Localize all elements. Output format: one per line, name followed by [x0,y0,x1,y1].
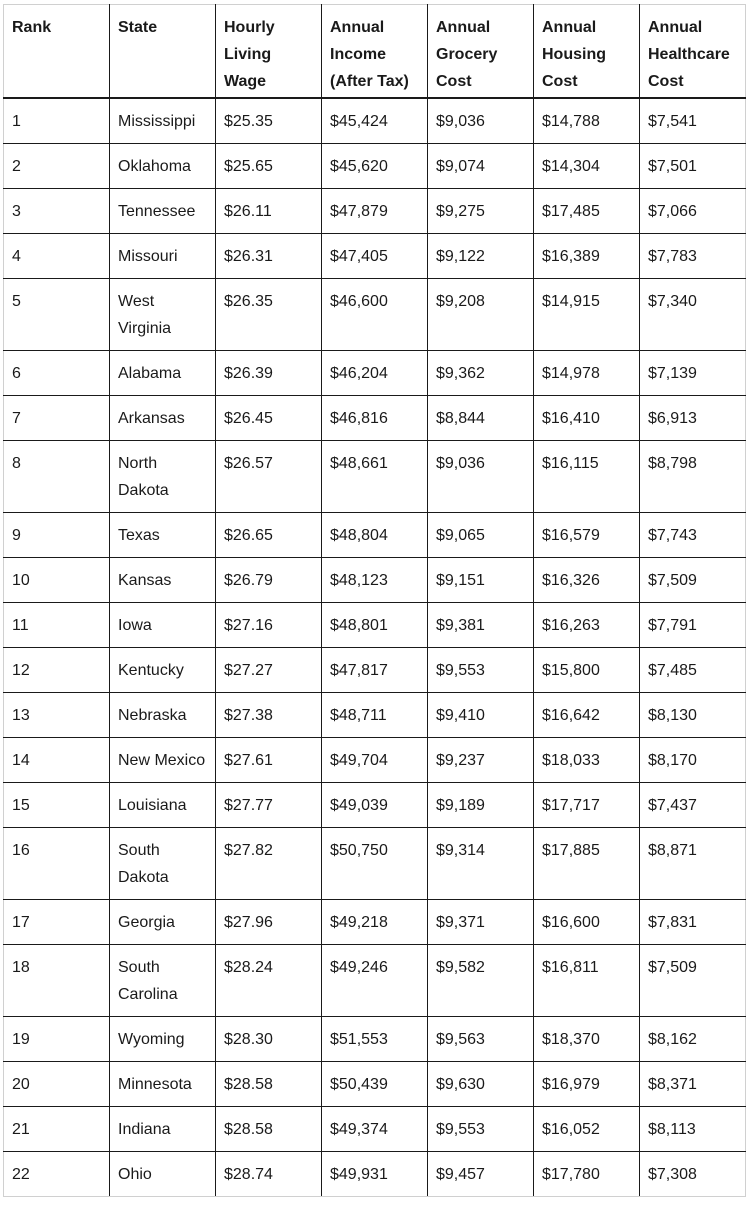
grocery-cost-cell: $9,630 [428,1062,534,1107]
housing-cost-cell: $16,410 [534,396,640,441]
annual-income-cell: $48,801 [322,603,428,648]
grocery-cost-cell: $9,563 [428,1017,534,1062]
rank-cell: 11 [4,603,110,648]
grocery-cost-cell: $9,582 [428,945,534,1017]
table-row [4,1017,746,1062]
grocery-cost-cell: $9,151 [428,558,534,603]
healthcare-cost-cell: $8,170 [640,738,746,783]
annual-income-cell: $51,553 [322,1017,428,1062]
healthcare-cost-cell: $7,791 [640,603,746,648]
hourly-wage-cell: $28.24 [216,945,322,1017]
annual-income-cell: $49,704 [322,738,428,783]
state-cell: New Mexico [110,738,216,783]
state-cell: Louisiana [110,783,216,828]
housing-cost-cell: $17,717 [534,783,640,828]
state-cell: Oklahoma [110,144,216,189]
housing-cost-cell: $16,642 [534,693,640,738]
housing-cost-cell: $14,304 [534,144,640,189]
grocery-cost-cell: $9,237 [428,738,534,783]
hourly-wage-cell: $26.45 [216,396,322,441]
housing-cost-cell: $14,915 [534,279,640,351]
state-cell: North Dakota [110,441,216,513]
housing-cost-cell: $16,579 [534,513,640,558]
table-row [4,441,746,513]
healthcare-cost-cell: $7,501 [640,144,746,189]
annual-income-cell: $49,039 [322,783,428,828]
table-row [4,738,746,783]
housing-cost-cell: $17,885 [534,828,640,900]
header-annual-income: Annual Income (After Tax) [322,5,428,99]
table-row [4,648,746,693]
state-cell: Alabama [110,351,216,396]
header-annual-grocery-cost: Annual Grocery Cost [428,5,534,99]
healthcare-cost-cell: $7,743 [640,513,746,558]
annual-income-cell: $45,620 [322,144,428,189]
table-row [4,234,746,279]
table-row [4,396,746,441]
hourly-wage-cell: $26.35 [216,279,322,351]
table-row [4,1107,746,1152]
state-cell: Mississippi [110,98,216,144]
grocery-cost-cell: $8,844 [428,396,534,441]
housing-cost-cell: $16,115 [534,441,640,513]
rank-cell: 5 [4,279,110,351]
housing-cost-cell: $16,052 [534,1107,640,1152]
housing-cost-cell: $18,370 [534,1017,640,1062]
hourly-wage-cell: $26.11 [216,189,322,234]
annual-income-cell: $46,816 [322,396,428,441]
hourly-wage-cell: $28.30 [216,1017,322,1062]
annual-income-cell: $49,218 [322,900,428,945]
rank-cell: 2 [4,144,110,189]
grocery-cost-cell: $9,314 [428,828,534,900]
grocery-cost-cell: $9,275 [428,189,534,234]
rank-cell: 14 [4,738,110,783]
healthcare-cost-cell: $8,798 [640,441,746,513]
healthcare-cost-cell: $7,831 [640,900,746,945]
housing-cost-cell: $16,263 [534,603,640,648]
rank-cell: 4 [4,234,110,279]
state-cell: South Dakota [110,828,216,900]
grocery-cost-cell: $9,036 [428,98,534,144]
rank-cell: 6 [4,351,110,396]
healthcare-cost-cell: $7,139 [640,351,746,396]
header-annual-housing-cost: Annual Housing Cost [534,5,640,99]
header-hourly-living-wage: Hourly Living Wage [216,5,322,99]
hourly-wage-cell: $28.58 [216,1062,322,1107]
hourly-wage-cell: $27.96 [216,900,322,945]
healthcare-cost-cell: $7,541 [640,98,746,144]
table-body [4,98,746,1197]
state-cell: South Carolina [110,945,216,1017]
healthcare-cost-cell: $6,913 [640,396,746,441]
rank-cell: 1 [4,98,110,144]
housing-cost-cell: $14,788 [534,98,640,144]
table-row [4,945,746,1017]
living-wage-table-container [3,4,745,1197]
hourly-wage-cell: $27.27 [216,648,322,693]
annual-income-cell: $46,204 [322,351,428,396]
grocery-cost-cell: $9,208 [428,279,534,351]
grocery-cost-cell: $9,074 [428,144,534,189]
rank-cell: 21 [4,1107,110,1152]
hourly-wage-cell: $26.57 [216,441,322,513]
table-row [4,558,746,603]
annual-income-cell: $47,879 [322,189,428,234]
hourly-wage-cell: $27.38 [216,693,322,738]
rank-cell: 7 [4,396,110,441]
healthcare-cost-cell: $7,340 [640,279,746,351]
hourly-wage-cell: $26.39 [216,351,322,396]
annual-income-cell: $49,374 [322,1107,428,1152]
grocery-cost-cell: $9,371 [428,900,534,945]
table-row [4,189,746,234]
annual-income-cell: $50,750 [322,828,428,900]
housing-cost-cell: $16,600 [534,900,640,945]
state-cell: Wyoming [110,1017,216,1062]
healthcare-cost-cell: $7,783 [640,234,746,279]
table-row [4,900,746,945]
living-wage-table [3,4,746,1197]
state-cell: Missouri [110,234,216,279]
grocery-cost-cell: $9,553 [428,1107,534,1152]
annual-income-cell: $46,600 [322,279,428,351]
annual-income-cell: $48,711 [322,693,428,738]
healthcare-cost-cell: $8,113 [640,1107,746,1152]
annual-income-cell: $47,405 [322,234,428,279]
annual-income-cell: $50,439 [322,1062,428,1107]
rank-cell: 10 [4,558,110,603]
grocery-cost-cell: $9,036 [428,441,534,513]
hourly-wage-cell: $27.82 [216,828,322,900]
hourly-wage-cell: $25.35 [216,98,322,144]
grocery-cost-cell: $9,381 [428,603,534,648]
rank-cell: 12 [4,648,110,693]
state-cell: Minnesota [110,1062,216,1107]
housing-cost-cell: $17,780 [534,1152,640,1197]
rank-cell: 8 [4,441,110,513]
annual-income-cell: $49,931 [322,1152,428,1197]
healthcare-cost-cell: $8,162 [640,1017,746,1062]
hourly-wage-cell: $27.61 [216,738,322,783]
healthcare-cost-cell: $8,130 [640,693,746,738]
housing-cost-cell: $16,326 [534,558,640,603]
healthcare-cost-cell: $7,066 [640,189,746,234]
hourly-wage-cell: $28.58 [216,1107,322,1152]
state-cell: Tennessee [110,189,216,234]
hourly-wage-cell: $27.16 [216,603,322,648]
table-row [4,279,746,351]
table-row [4,144,746,189]
housing-cost-cell: $16,389 [534,234,640,279]
housing-cost-cell: $15,800 [534,648,640,693]
healthcare-cost-cell: $7,509 [640,945,746,1017]
grocery-cost-cell: $9,122 [428,234,534,279]
table-row [4,1062,746,1107]
healthcare-cost-cell: $7,308 [640,1152,746,1197]
annual-income-cell: $48,804 [322,513,428,558]
state-cell: Georgia [110,900,216,945]
healthcare-cost-cell: $7,437 [640,783,746,828]
grocery-cost-cell: $9,189 [428,783,534,828]
hourly-wage-cell: $26.65 [216,513,322,558]
annual-income-cell: $47,817 [322,648,428,693]
rank-cell: 18 [4,945,110,1017]
healthcare-cost-cell: $8,871 [640,828,746,900]
grocery-cost-cell: $9,362 [428,351,534,396]
grocery-cost-cell: $9,410 [428,693,534,738]
rank-cell: 16 [4,828,110,900]
hourly-wage-cell: $25.65 [216,144,322,189]
healthcare-cost-cell: $7,509 [640,558,746,603]
state-cell: Indiana [110,1107,216,1152]
state-cell: Kentucky [110,648,216,693]
state-cell: Arkansas [110,396,216,441]
housing-cost-cell: $18,033 [534,738,640,783]
rank-cell: 13 [4,693,110,738]
state-cell: Iowa [110,603,216,648]
rank-cell: 19 [4,1017,110,1062]
grocery-cost-cell: $9,065 [428,513,534,558]
grocery-cost-cell: $9,457 [428,1152,534,1197]
hourly-wage-cell: $28.74 [216,1152,322,1197]
state-cell: Nebraska [110,693,216,738]
header-row [4,5,746,99]
rank-cell: 3 [4,189,110,234]
housing-cost-cell: $16,811 [534,945,640,1017]
header-state: State [110,5,216,99]
hourly-wage-cell: $26.79 [216,558,322,603]
housing-cost-cell: $17,485 [534,189,640,234]
table-row [4,98,746,144]
healthcare-cost-cell: $7,485 [640,648,746,693]
hourly-wage-cell: $27.77 [216,783,322,828]
state-cell: Ohio [110,1152,216,1197]
rank-cell: 22 [4,1152,110,1197]
annual-income-cell: $45,424 [322,98,428,144]
annual-income-cell: $49,246 [322,945,428,1017]
healthcare-cost-cell: $8,371 [640,1062,746,1107]
table-row [4,828,746,900]
rank-cell: 9 [4,513,110,558]
state-cell: West Virginia [110,279,216,351]
table-row [4,603,746,648]
table-row [4,783,746,828]
rank-cell: 15 [4,783,110,828]
grocery-cost-cell: $9,553 [428,648,534,693]
rank-cell: 17 [4,900,110,945]
table-row [4,1152,746,1197]
annual-income-cell: $48,661 [322,441,428,513]
state-cell: Texas [110,513,216,558]
annual-income-cell: $48,123 [322,558,428,603]
hourly-wage-cell: $26.31 [216,234,322,279]
rank-cell: 20 [4,1062,110,1107]
table-row [4,351,746,396]
housing-cost-cell: $16,979 [534,1062,640,1107]
table-header [4,5,746,99]
table-row [4,693,746,738]
state-cell: Kansas [110,558,216,603]
housing-cost-cell: $14,978 [534,351,640,396]
header-annual-healthcare-cost: Annual Healthcare Cost [640,5,746,99]
table-row [4,513,746,558]
header-rank: Rank [4,5,110,99]
